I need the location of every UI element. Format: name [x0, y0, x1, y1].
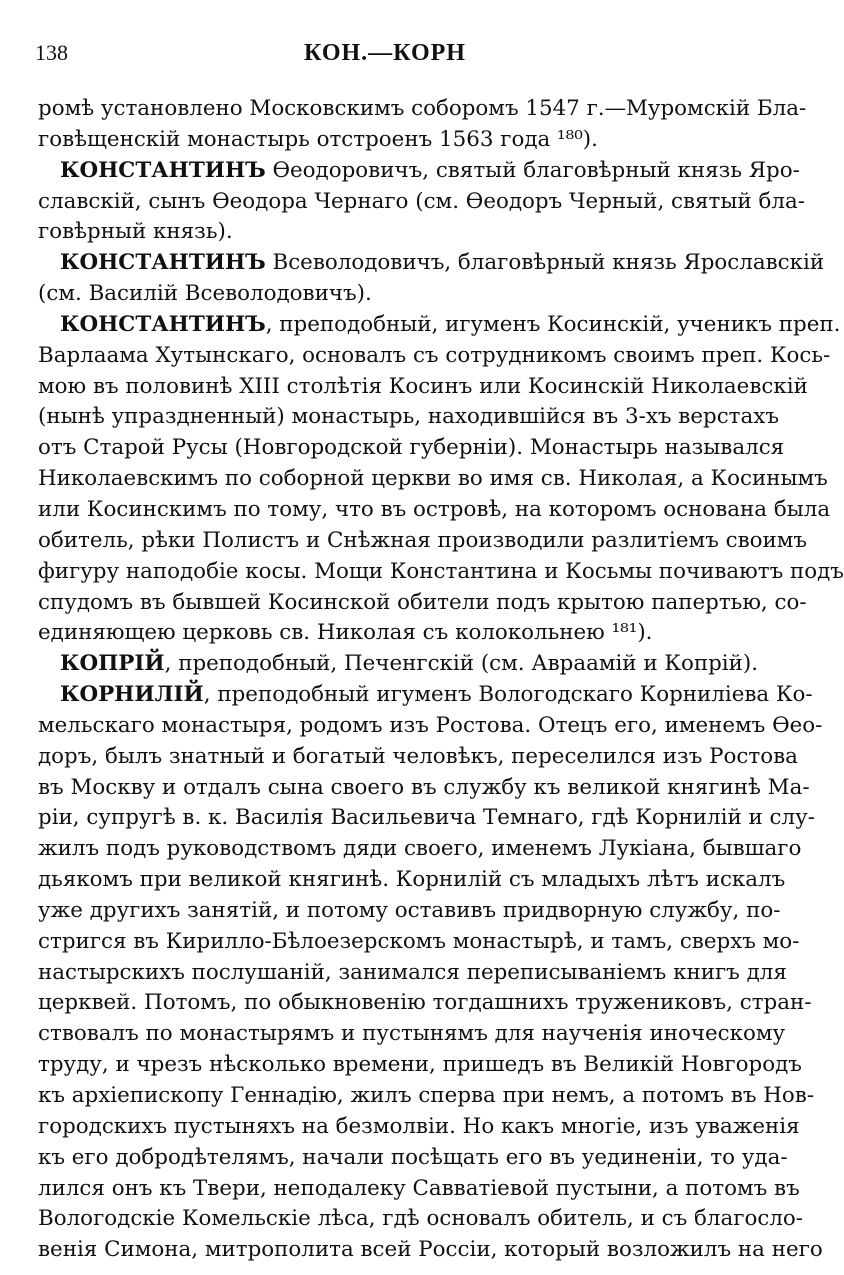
line-text: въ Москву и отдалъ сына своего въ службу къ великой княгинѣ Ма-: [38, 774, 810, 800]
text-line: [38, 526, 808, 557]
line-text: жилъ подъ руководствомъ дяди своего, именемъ Лукіана, бывшаго: [38, 836, 802, 862]
line-text: мельскаго монастыря, родомъ изъ Ростова. Отецъ его, именемъ Ѳео-: [38, 712, 823, 738]
text-line: [38, 156, 800, 187]
text-line: [38, 1112, 800, 1143]
entry-headword: КОНСТАНТИНЪ: [60, 250, 266, 276]
line-text: , преподобный игуменъ Вологодскаго Корниліева Ко-: [203, 682, 813, 708]
line-text: (нынѣ упраздненный) монастырь, находившійся въ 3-хъ верстахъ: [38, 404, 779, 430]
text-line: [38, 495, 831, 526]
line-text: къ архіепископу Геннадію, жилъ сперва при немъ, а потомъ въ Нов-: [38, 1083, 815, 1108]
line-text: настырскихъ послушаній, занимался переписываніемъ книгъ для: [38, 959, 787, 985]
text-line: [38, 711, 823, 742]
text-line: [38, 988, 812, 1019]
text-line: [38, 865, 786, 896]
line-text: (см. Василій Всеволодовичъ).: [38, 281, 372, 307]
line-text: ріи, супругѣ в. к. Василія Васильевича Темнаго, гдѣ Корнилій и слу-: [38, 805, 815, 831]
page-number: 138: [35, 40, 68, 65]
line-text: Ѳеодоровичъ, святый благовѣрный князь Яро-: [265, 157, 800, 183]
text-line: [38, 217, 738, 248]
text-line: [38, 1235, 823, 1266]
line-text: , преподобный, игуменъ Косинскій, ученикъ преп.: [265, 311, 841, 337]
body-text: [38, 94, 844, 1266]
text-line: [38, 1019, 786, 1050]
text-line: [38, 896, 781, 927]
text-line: [38, 618, 738, 649]
running-title: КОН.—КОРН: [304, 40, 466, 66]
text-line: [38, 187, 805, 218]
text-line: [38, 588, 807, 619]
text-line: [38, 341, 831, 372]
text-line: [38, 279, 738, 310]
text-line: [38, 773, 810, 804]
line-text: уже другихъ занятій, и потому оставивъ придворную службу, по-: [38, 897, 781, 923]
line-text: венія Симона, митрополита всей Россіи, который возложилъ на него: [38, 1237, 823, 1263]
line-text: церквей. Потомъ, по обыкновенію тогдашнихъ тружениковъ, стран-: [38, 990, 812, 1016]
text-line: [38, 1081, 815, 1112]
text-line: [38, 803, 815, 834]
line-text: Всеволодовичъ, благовѣрный князь Ярославскій: [265, 250, 825, 276]
text-line: [38, 649, 759, 680]
entry-headword: КОНСТАНТИНЪ: [60, 311, 266, 337]
text-line: [38, 557, 844, 588]
text-line: [38, 248, 825, 279]
entry-headword: КОРНИЛІЙ: [60, 682, 204, 708]
text-line: [38, 464, 828, 495]
text-line: [38, 1050, 802, 1081]
text-line: [38, 94, 807, 125]
line-text: къ его добродѣтелямъ, начали посѣщать его въ уединеніи, то уда-: [38, 1144, 788, 1170]
line-text: ствовалъ по монастырямъ и пустынямъ для наученія иноческому: [38, 1021, 786, 1047]
line-text: труду, и чрезъ нѣсколько времени, пришедъ въ Великій Новгородъ: [38, 1052, 802, 1078]
line-text: мою въ половинѣ XIII столѣтія Косинъ или Косинскій Николаевскій: [38, 373, 808, 399]
line-text: отъ Старой Русы (Новгородской губерніи). Монастырь назывался: [38, 435, 785, 461]
text-line: [38, 372, 808, 403]
line-text: , преподобный, Печенгскій (см. Авраамій и Копрій).: [164, 651, 759, 677]
text-line: [38, 125, 738, 156]
text-line: [38, 433, 785, 464]
line-text: фигуру наподобіе косы. Мощи Константина и Косьмы почиваютъ подъ: [38, 558, 844, 584]
line-text: единяющею церковь св. Николая съ колокольнею ¹⁸¹).: [38, 620, 653, 646]
text-line: [38, 402, 779, 433]
text-line: [38, 1143, 788, 1174]
line-text: городскихъ пустыняхъ на безмолвіи. Но какъ многіе, изъ уваженія: [38, 1113, 800, 1139]
text-line: [38, 742, 798, 773]
line-text: обитель, рѣки Полистъ и Снѣжная производили разлитіемъ своимъ: [38, 527, 808, 553]
line-text: ромѣ установлено Московскимъ соборомъ 1547 г.—Муромскій Бла-: [38, 96, 807, 121]
page-header: [35, 40, 735, 76]
text-line: [38, 1204, 804, 1235]
line-text: или Косинскимъ по тому, что въ островѣ, на которомъ основана была: [38, 496, 831, 522]
text-line: [38, 834, 802, 865]
entry-headword: КОПРІЙ: [60, 651, 165, 677]
entry-headword: КОНСТАНТИНЪ: [60, 157, 266, 183]
line-text: дьякомъ при великой княгинѣ. Корнилій съ младыхъ лѣтъ искалъ: [38, 867, 786, 893]
line-text: славскій, сынъ Ѳеодора Чернаго (см. Ѳеодоръ Черный, святый бла-: [38, 188, 805, 214]
text-line: [38, 927, 800, 958]
line-text: лился онъ къ Твери, неподалеку Савватіевой пустыни, а потомъ въ: [38, 1175, 800, 1201]
line-text: Варлаама Хутынскаго, основалъ съ сотрудникомъ своимъ преп. Кось-: [38, 342, 831, 368]
text-line: [38, 680, 813, 711]
line-text: спудомъ въ бывшей Косинской обители подъ крытою папертью, со-: [38, 589, 807, 615]
line-text: говѣрный князь).: [38, 219, 233, 245]
text-line: [38, 958, 787, 989]
text-line: [38, 310, 841, 341]
line-text: стригся въ Кирилло-Бѣлоезерскомъ монастырѣ, и тамъ, сверхъ мо-: [38, 928, 800, 954]
line-text: Николаевскимъ по соборной церкви во имя св. Николая, а Косинымъ: [38, 466, 828, 492]
line-text: Вологодскіе Комельскіе лѣса, гдѣ основалъ обитель, и съ благосло-: [38, 1206, 804, 1232]
line-text: доръ, былъ знатный и богатый человѣкъ, переселился изъ Ростова: [38, 743, 798, 769]
line-text: говѣщенскій монастырь отстроенъ 1563 года ¹⁸⁰).: [38, 126, 598, 152]
text-line: [38, 1174, 800, 1205]
